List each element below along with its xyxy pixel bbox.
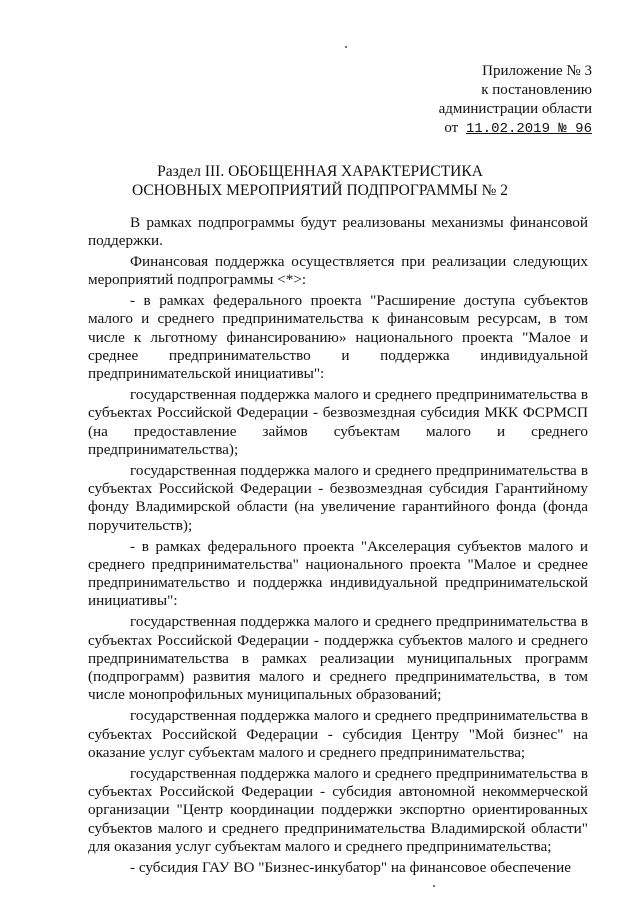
scan-speck [433, 885, 435, 887]
decree-date-line [439, 119, 592, 139]
appendix-header [439, 62, 592, 139]
decree-reference: к постановлению [481, 82, 592, 98]
paragraph: - в рамках федерального проекта "Акселерация субъектов малого и среднего предпринимательства" национального проекта "Малое и среднее предпринимательство и поддержка индивидуальной предпринимательской инициативы": [88, 537, 588, 610]
scan-speck [345, 46, 347, 48]
paragraph: - субсидия ГАУ ВО "Бизнес-инкубатор" на финансовое обеспечение [130, 858, 572, 876]
paragraph: Финансовая поддержка осуществляется при реализации следующих мероприятий подпрограммы <*>: [88, 253, 588, 289]
section-title-line-2: ОСНОВНЫХ МЕРОПРИЯТИЙ ПОДПРОГРАММЫ № 2 [131, 182, 509, 199]
paragraph: В рамках подпрограммы будут реализованы механизмы финансовой поддержки. [88, 214, 588, 250]
paragraph: государственная поддержка малого и среднего предпринимательства в субъектах Российской Федерации - субсидия Центру "Мой бизнес" на оказание услуг субъектам малого и среднего предпринимательства; [88, 707, 588, 761]
paragraph: государственная поддержка малого и среднего предпринимательства в субъектах Российской Федерации - субсидия автономной некоммерческой организации "Центр координации поддержки экспортно ориентированных субъектов малого и среднего предпринимательства Владимирской области" для оказания услуг субъектам малого и среднего предпринимательства; [88, 764, 588, 855]
document-body [88, 214, 588, 879]
paragraph: государственная поддержка малого и среднего предпринимательства в субъектах Российской Федерации - поддержка субъектов малого и среднего предпринимательства в рамках реализации муниципальных программ (подпрограмм) развития малого и среднего предпринимательства, в том числе монопрофильных муниципальных образований; [88, 613, 588, 704]
appendix-label: Приложение № 3 [482, 63, 592, 79]
paragraph: государственная поддержка малого и среднего предпринимательства в субъектах Российской Федерации - безвозмездная субсидия МКК ФСРМСП (на предоставление займов субъектам малого и среднего предпринимательства); [88, 386, 588, 459]
date-prefix: от [444, 120, 459, 136]
section-title [0, 162, 640, 200]
paragraph: - в рамках федерального проекта "Расширение доступа субъектов малого и среднего предпринимательства к финансовым ресурсам, в том числе к льготному финансированию» национального проекта "Малое и среднее предпринимательство и поддержка индивидуальной предпринимательской инициативы": [88, 292, 588, 383]
paragraph: государственная поддержка малого и среднего предпринимательства в субъектах Российской Федерации - безвозмездная субсидия Гарантийному фонду Владимирской области (на увеличение гарантийного фонда (фонда поручительств); [88, 461, 588, 534]
section-title-line-1: Раздел III. ОБОБЩЕННАЯ ХАРАКТЕРИСТИКА [157, 163, 483, 180]
decree-date-number: 11.02.2019 № 96 [465, 121, 592, 137]
administration-label: администрации области [438, 101, 592, 117]
